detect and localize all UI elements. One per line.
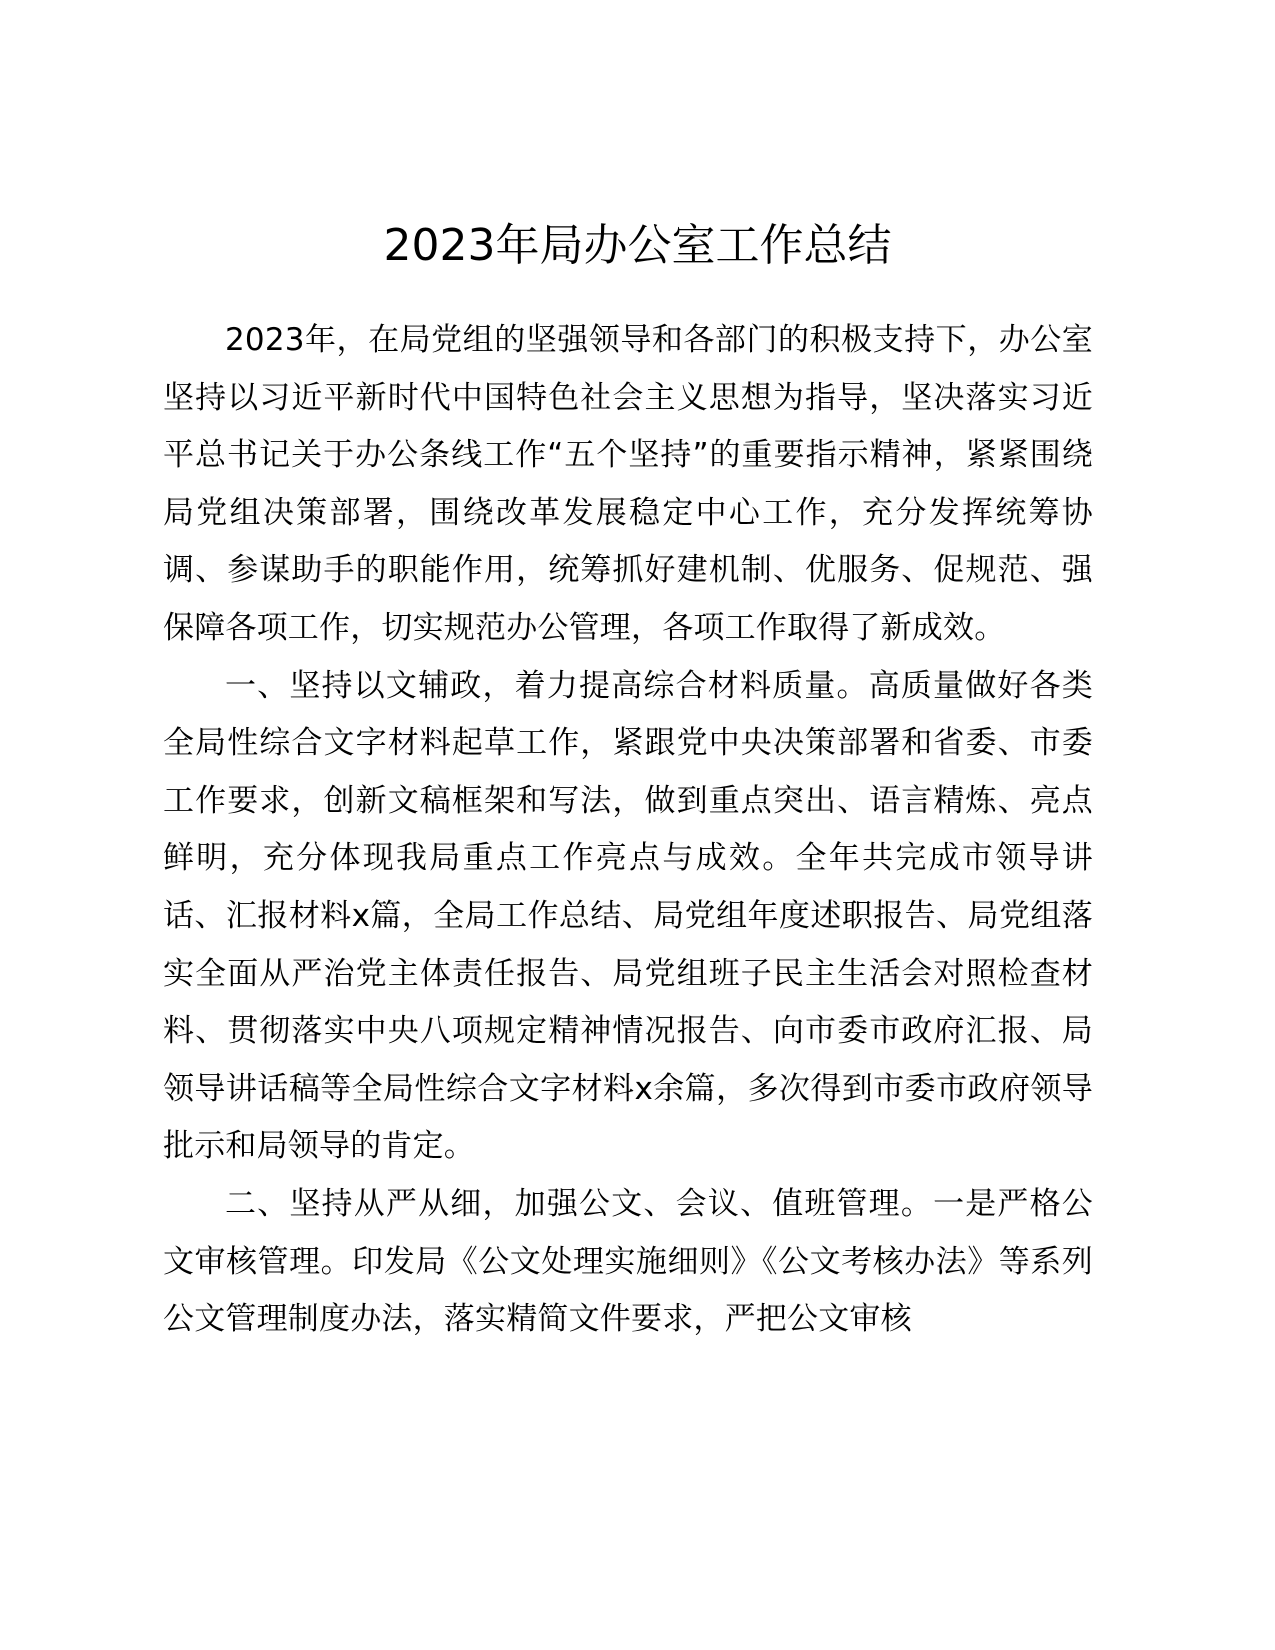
section-heading: 二、坚持从严从细，加强公文、会议、值班管理。 [225, 1185, 934, 1222]
paragraph-text: 一是严格公文审核管理。印发局《公文处理实施细则》《公文考核办法》等系列公文管理制度办法，落实精简文件要求，严把公文审核 [163, 1185, 1093, 1338]
paragraph-section-1 [163, 658, 1093, 1176]
section-heading: 一、坚持以文辅政，着力提高综合材料质量。 [225, 667, 869, 704]
paragraph-intro [163, 312, 1093, 658]
paragraph-text: 2023年，在局党组的坚强领导和各部门的积极支持下，办公室坚持以习近平新时代中国特色社会主义思想为指导，坚决落实习近平总书记关于办公条线工作“五个坚持”的重要指示精神，紧紧围绕局党组决策部署，围绕改革发展稳定中心工作，充分发挥统筹协调、参谋助手的职能作用，统筹抓好建机制、优服务、促规范、强保障各项工作，切实规范办公管理，各项工作取得了新成效。 [163, 322, 1093, 646]
document-title: 2023年局办公室工作总结 [383, 220, 892, 271]
paragraph-section-2 [163, 1176, 1093, 1349]
paragraph-text: 高质量做好各类全局性综合文字材料起草工作，紧跟党中央决策部署和省委、市委工作要求，创新文稿框架和写法，做到重点突出、语言精炼、亮点鲜明，充分体现我局重点工作亮点与成效。全年共完成市领导讲话、汇报材料x篇，全局工作总结、局党组年度述职报告、局党组落实全面从严治党主体责任报告、局党组班子民主生活会对照检查材料、贯彻落实中央八项规定精神情况报告、向市委市政府汇报、局领导讲话稿等全局性综合文字材料x余篇，多次得到市委市政府领导批示和局领导的肯定。 [163, 667, 1093, 1165]
document-body [163, 312, 1093, 1349]
